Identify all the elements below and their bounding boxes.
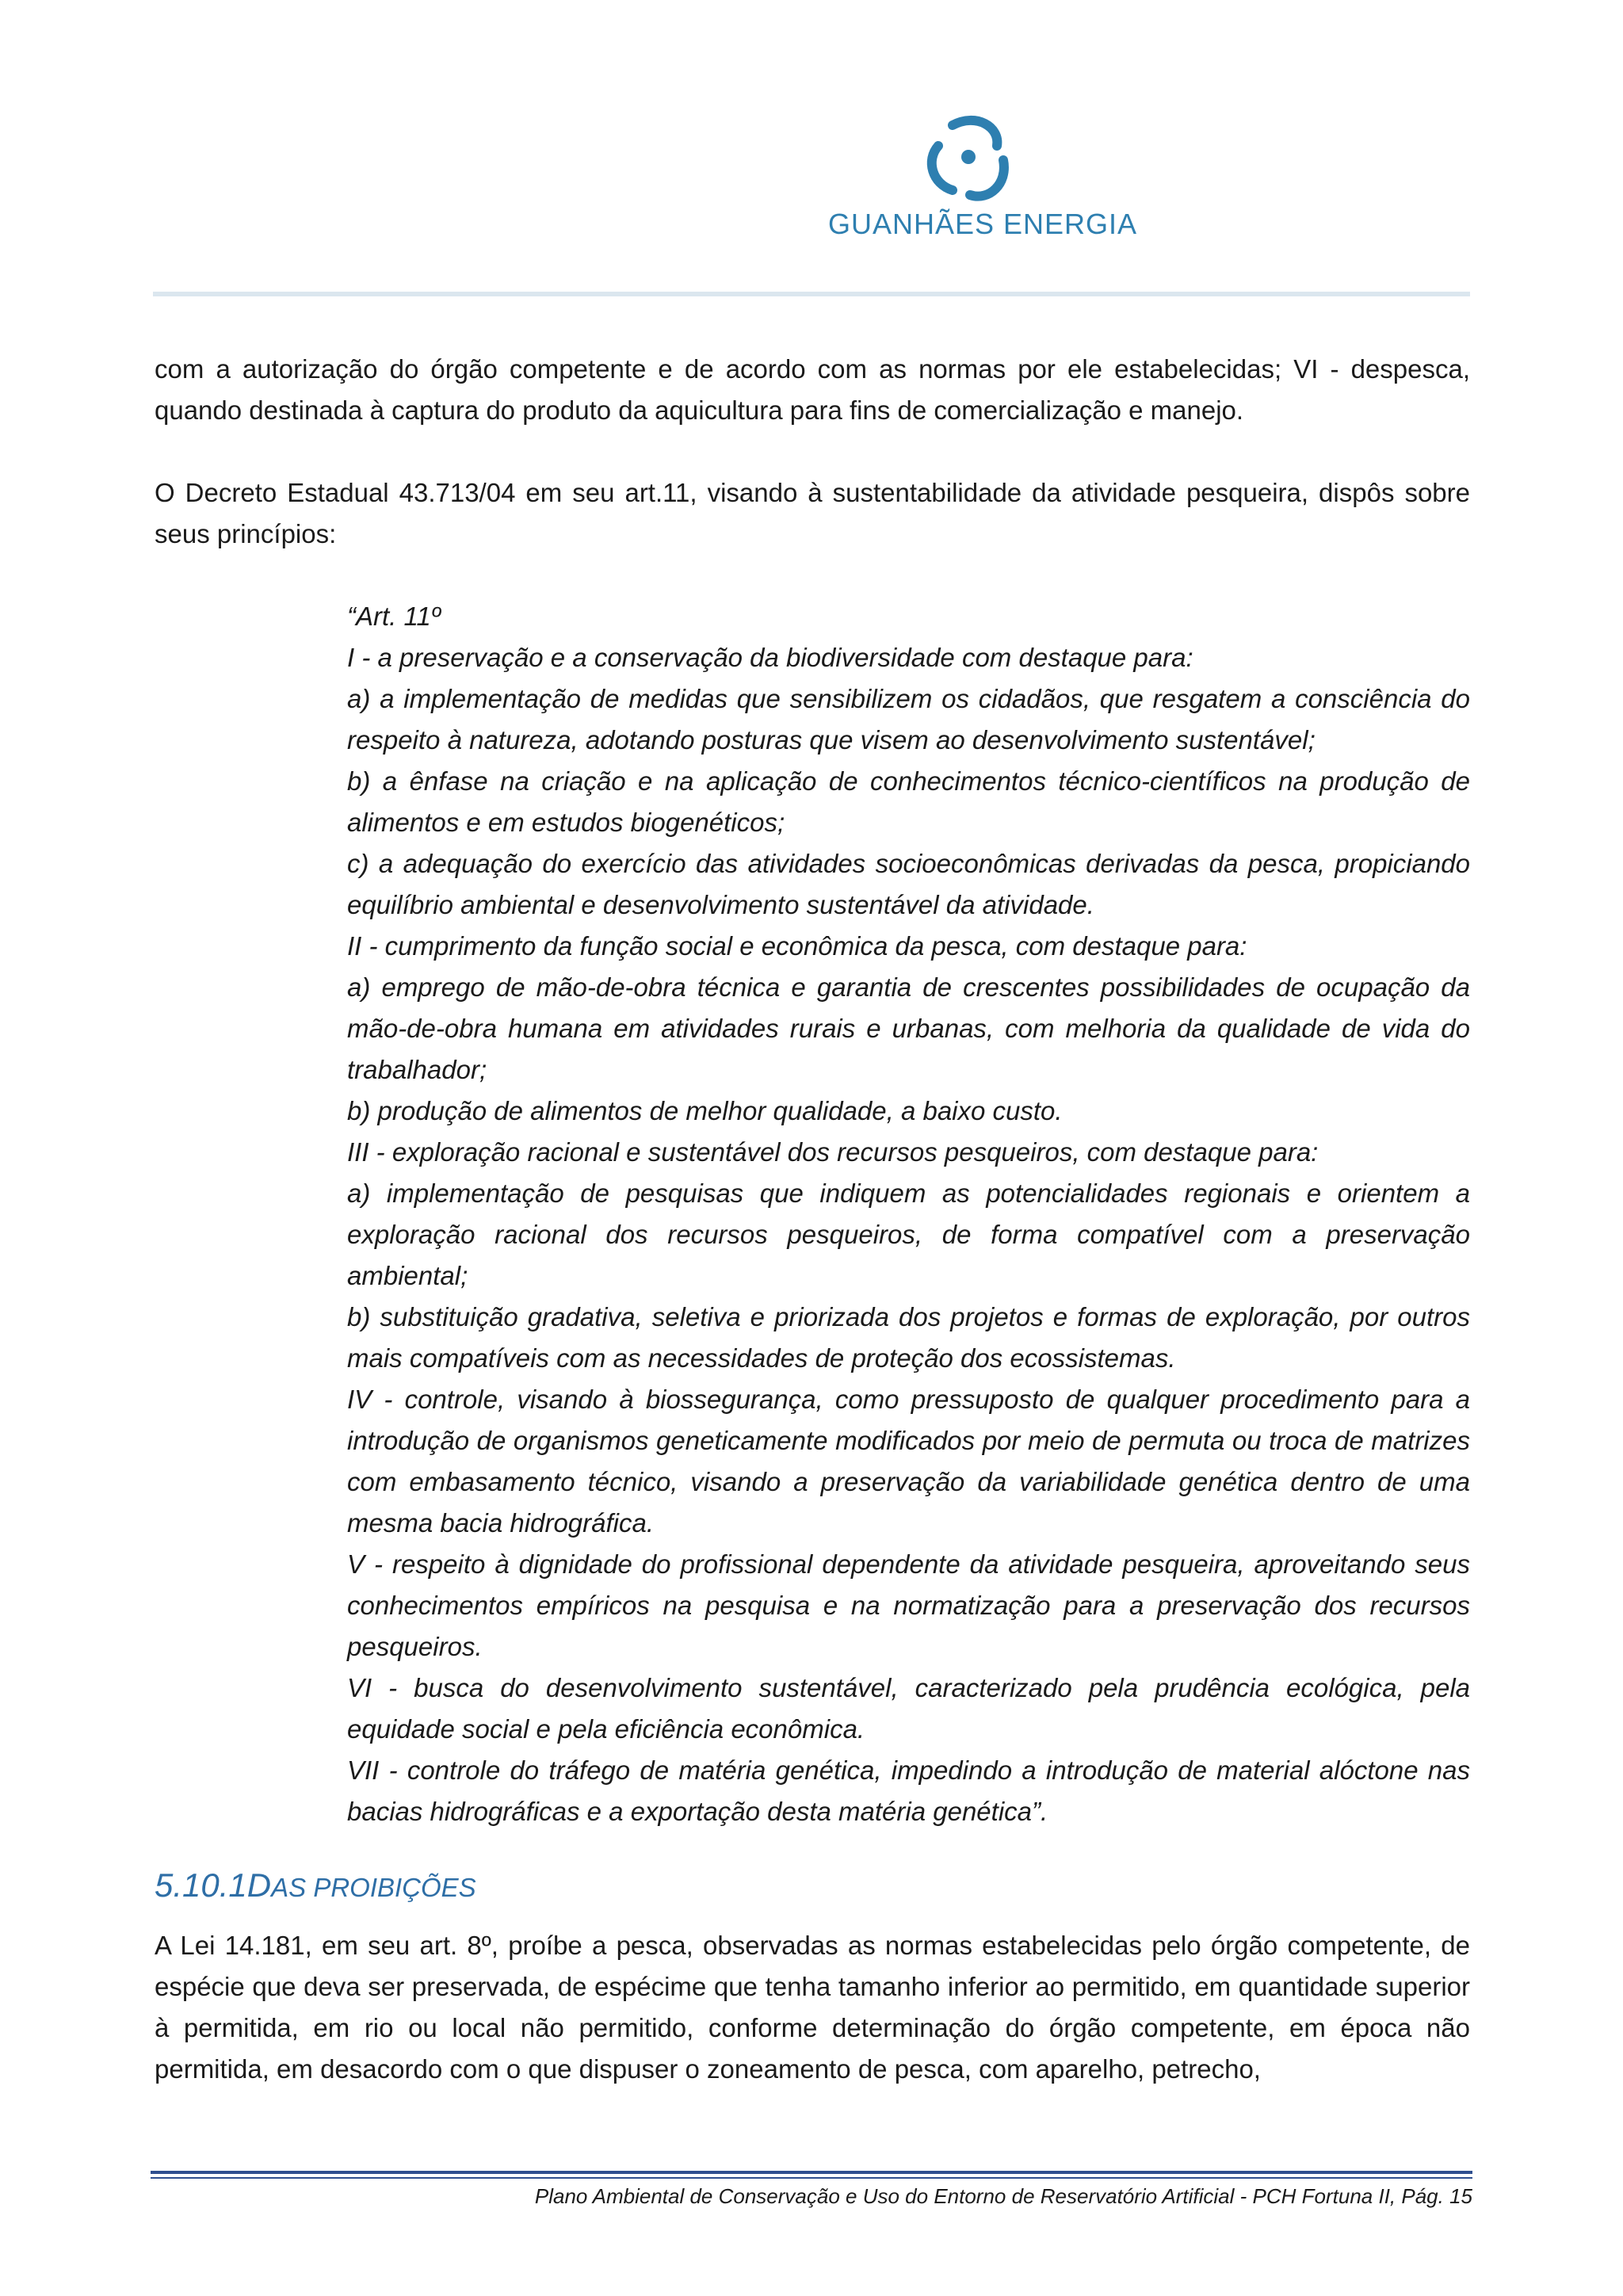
quote-line: c) a adequação do exercício das atividades socioeconômicas derivadas da pesca, propiciando equilíbrio ambiental e desenvolvimento sustentável da atividade. <box>347 849 1470 919</box>
section-number: 5.10.1 <box>155 1866 247 1904</box>
header-divider <box>153 292 1470 296</box>
brand-name: GUANHÃES ENERGIA <box>827 208 1138 240</box>
footer-divider-secondary <box>151 2177 1472 2179</box>
main-content <box>155 349 1470 2131</box>
quote-line: II - cumprimento da função social e econômica da pesca, com destaque para: <box>347 931 1247 961</box>
quote-line: IV - controle, visando à biossegurança, como pressuposto de qualquer procedimento para a introdução de organismos geneticamente modificados por meio de permuta ou troca de matrizes com embasamento técnico, visando a preservação da variabilidade genética dentro de uma mesma bacia hidrográfica. <box>347 1385 1470 1538</box>
paragraph-3: A Lei 14.181, em seu art. 8º, proíbe a pesca, observadas as normas estabelecidas pelo órgão competente, de espécie que deva ser preservada, de espécime que tenha tamanho inferior ao permitido, em quantidade superior à permitida, em rio ou local não permitido, conforme determinação do órgão competente, em época não permitida, em desacordo com o que dispuser o zoneamento de pesca, com aparelho, petrecho, <box>155 1931 1470 2084</box>
page-footer: Plano Ambiental de Conservação e Uso do Entorno de Reservatório Artificial - PCH Fortuna II, Pág. 15 <box>534 2184 1472 2208</box>
footer-divider <box>151 2171 1472 2174</box>
quote-line: V - respeito à dignidade do profissional dependente da atividade pesqueira, aproveitando seus conhecimentos empíricos na pesquisa e na normatização para a preservação dos recursos pesqueiros. <box>347 1549 1470 1661</box>
paragraph-1: com a autorização do órgão competente e de acordo com as normas por ele estabelecidas; VI - despesca, quando destinada à captura do produto da aquicultura para fins de comercialização e manejo. <box>155 354 1470 425</box>
quote-line: I - a preservação e a conservação da biodiversidade com destaque para: <box>347 643 1193 672</box>
quote-line: III - exploração racional e sustentável dos recursos pesqueiros, com destaque para: <box>347 1137 1319 1167</box>
article-quote <box>347 596 1470 1832</box>
quote-line: b) a ênfase na criação e na aplicação de conhecimentos técnico-científicos na produção de alimentos e em estudos biogenéticos; <box>347 766 1470 837</box>
quote-line: “Art. 11º <box>347 602 441 631</box>
paragraph-2: O Decreto Estadual 43.713/04 em seu art.11, visando à sustentabilidade da atividade pesqueira, dispôs sobre seus princípios: <box>155 478 1470 548</box>
company-logo <box>816 111 1149 246</box>
section-heading <box>155 1862 1470 1911</box>
guanhaes-logo-icon <box>921 111 1016 206</box>
section-title-initial: D <box>246 1866 272 1904</box>
quote-line: b) substituição gradativa, seletiva e priorizada dos projetos e formas de exploração, por outros mais compatíveis com as necessidades de proteção dos ecossistemas. <box>347 1302 1470 1373</box>
quote-line: a) a implementação de medidas que sensibilizem os cidadãos, que resgatem a consciência do respeito à natureza, adotando posturas que visem ao desenvolvimento sustentável; <box>347 684 1470 755</box>
quote-line: b) produção de alimentos de melhor qualidade, a baixo custo. <box>347 1096 1063 1125</box>
quote-line: a) implementação de pesquisas que indiquem as potencialidades regionais e orientem a exploração racional dos recursos pesqueiros, de forma compatível com a preservação ambiental; <box>347 1179 1470 1290</box>
section-title: AS PROIBIÇÕES <box>271 1873 476 1902</box>
quote-line: VII - controle do tráfego de matéria genética, impedindo a introdução de material alóctone nas bacias hidrográficas e a exportação desta matéria genética”. <box>347 1755 1470 1826</box>
quote-line: VI - busca do desenvolvimento sustentável, caracterizado pela prudência ecológica, pela equidade social e pela eficiência econômica. <box>347 1673 1470 1744</box>
quote-line: a) emprego de mão-de-obra técnica e garantia de crescentes possibilidades de ocupação da mão-de-obra humana em atividades rurais e urbanas, com melhoria da qualidade de vida do trabalhador; <box>347 972 1470 1084</box>
